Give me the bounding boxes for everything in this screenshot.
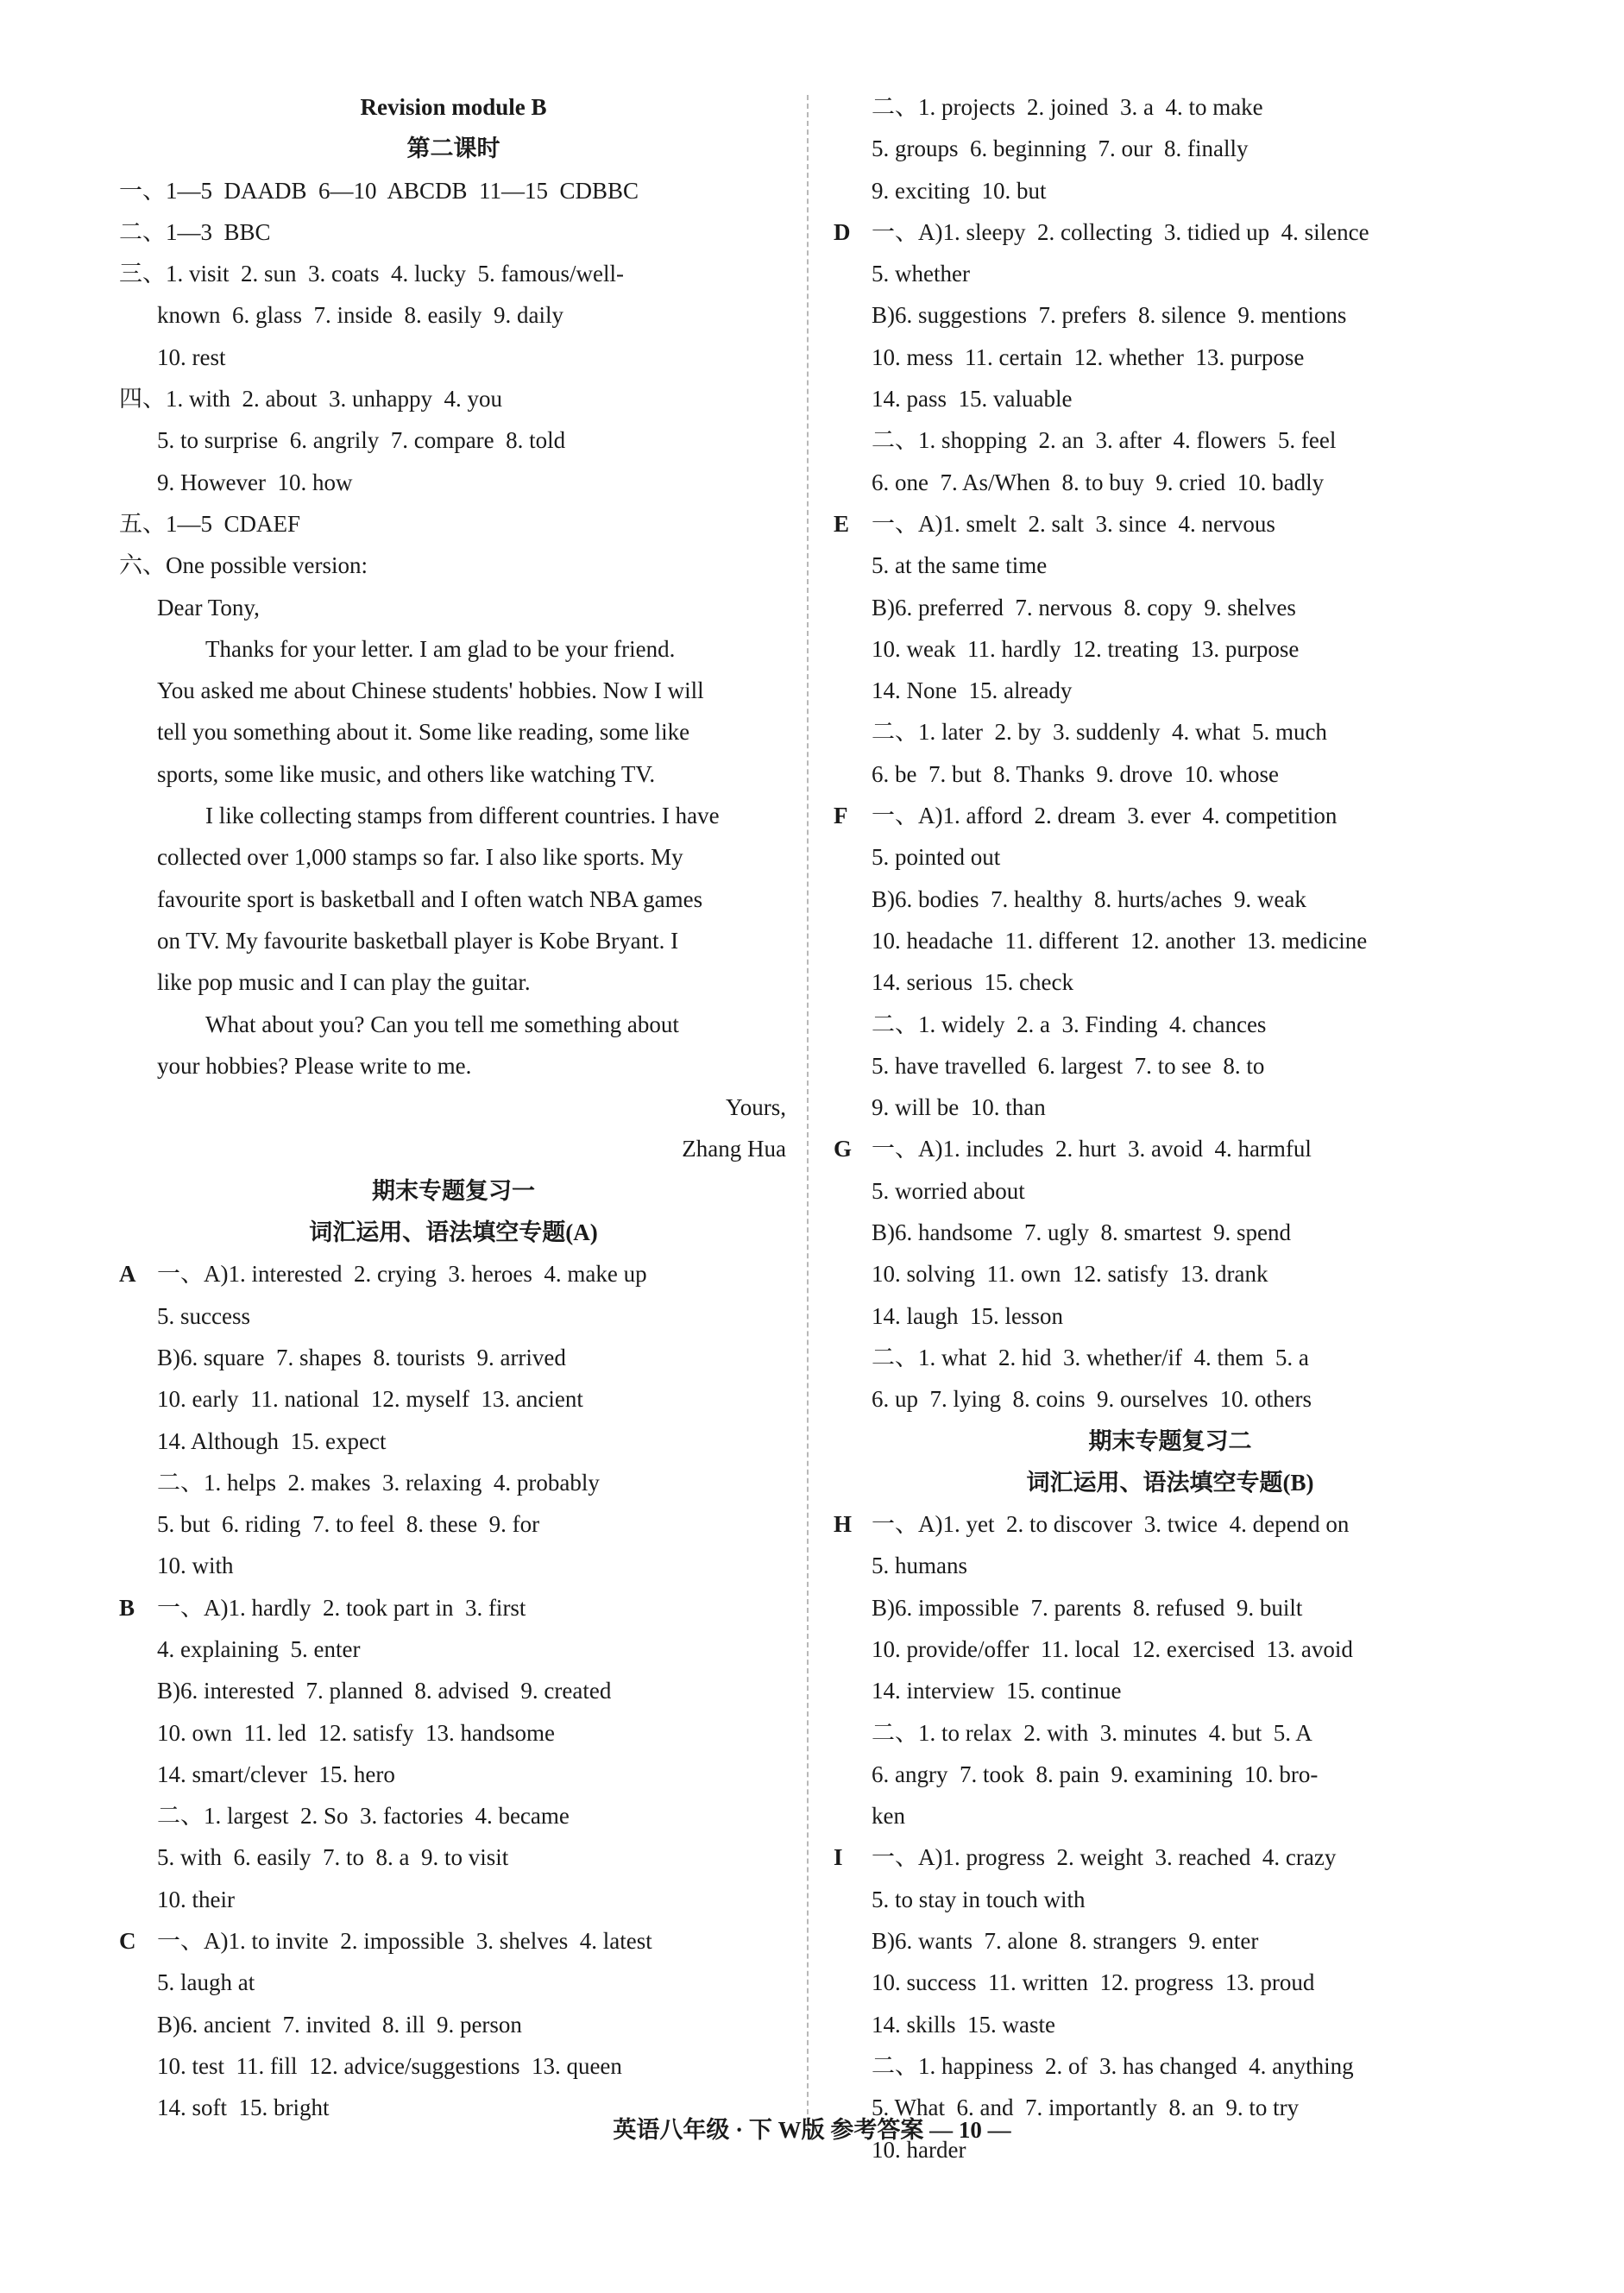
answer-line <box>119 1337 788 1378</box>
answer-line <box>119 294 788 336</box>
answer-line <box>119 920 788 961</box>
page-footer: 英语八年级 · 下 W版 参考答案 — 10 — <box>613 2117 1011 2143</box>
answer-line <box>119 1462 788 1503</box>
answer-text: B)6. preferred 7. nervous 8. copy 9. shelves <box>872 594 1296 620</box>
answer-text: B)6. handsome 7. ugly 8. smartest 9. spend <box>872 1219 1291 1246</box>
answer-line <box>119 462 788 503</box>
answer-text: B)6. impossible 7. parents 8. refused 9. built <box>872 1594 1303 1621</box>
answer-text: Thanks for your letter. I am glad to be your friend. <box>205 635 676 662</box>
section-letter: D <box>834 218 851 245</box>
answer-line <box>834 378 1507 419</box>
answer-text: 6. angry 7. took 8. pain 9. examining 10. bro- <box>872 1761 1319 1787</box>
answer-text: 二、1. happiness 2. of 3. has changed 4. anything <box>872 2052 1354 2079</box>
answer-line <box>834 1045 1507 1087</box>
answer-text: known 6. glass 7. inside 8. easily 9. daily <box>157 302 563 329</box>
answer-text: 一、A)1. includes 2. hurt 3. avoid 4. harmful <box>872 1136 1312 1162</box>
answer-line <box>834 670 1507 711</box>
answer-text: 5. with 6. easily 7. to 8. a 9. to visit <box>157 1844 509 1871</box>
answer-text: 一、A)1. sleepy 2. collecting 3. tidied up 4. silence <box>872 218 1369 245</box>
answer-text: collected over 1,000 stamps so far. I also like sports. My <box>157 844 683 871</box>
answer-text: 第二课时 <box>406 135 500 162</box>
answer-line <box>834 86 1507 128</box>
right-column <box>834 86 1507 2170</box>
answer-text: Yours, <box>725 1094 786 1121</box>
answer-line <box>834 419 1507 461</box>
answer-text: 5. to surprise 6. angrily 7. compare 8. told <box>157 427 566 454</box>
answer-text: favourite sport is basketball and I often watch NBA games <box>157 885 703 912</box>
answer-line <box>834 711 1507 753</box>
answer-line <box>119 670 788 711</box>
answer-line <box>119 628 788 670</box>
answer-text: 9. exciting 10. but <box>872 177 1047 204</box>
answer-line <box>834 503 1507 545</box>
answer-text: B)6. suggestions 7. prefers 8. silence 9. mentions <box>872 302 1347 329</box>
answer-text: 14. Although 15. expect <box>157 1427 387 1454</box>
answer-text: sports, some like music, and others like watching TV. <box>157 760 656 787</box>
answer-text: 14. None 15. already <box>872 677 1073 704</box>
answer-line <box>119 1587 788 1628</box>
section-letter: F <box>834 803 848 829</box>
answer-line <box>834 753 1507 795</box>
answer-text: 10. weak 11. hardly 12. treating 13. purpose <box>872 635 1300 662</box>
answer-line <box>834 294 1507 336</box>
answer-line <box>834 170 1507 211</box>
section-letter: H <box>834 1511 853 1538</box>
answer-line <box>834 1212 1507 1253</box>
answer-line <box>119 1004 788 1045</box>
answer-line <box>119 211 788 253</box>
answer-line <box>834 1962 1507 2003</box>
answer-text: 一、A)1. smelt 2. salt 3. since 4. nervous <box>872 510 1275 537</box>
answer-text: 5. at the same time <box>872 552 1048 579</box>
answer-text: You asked me about Chinese students' hobbies. Now I will <box>157 677 704 704</box>
answer-text: 二、1. helps 2. makes 3. relaxing 4. probably <box>157 1469 600 1496</box>
answer-line <box>119 1712 788 1754</box>
answer-text: 二、1—3 BBC <box>119 218 271 245</box>
answer-line <box>119 753 788 795</box>
answer-line <box>834 836 1507 878</box>
answer-line <box>119 2045 788 2087</box>
answer-line <box>834 587 1507 628</box>
answer-line <box>119 1378 788 1420</box>
answer-text: 10. rest <box>157 343 226 370</box>
answer-line <box>834 1170 1507 1212</box>
answer-line <box>834 1587 1507 1628</box>
answer-text: 三、1. visit 2. sun 3. coats 4. lucky 5. famous/well- <box>119 261 624 287</box>
answer-text: 14. skills 15. waste <box>872 2011 1055 2038</box>
answer-text: tell you something about it. Some like reading, some like <box>157 719 690 746</box>
answer-line <box>119 961 788 1003</box>
answer-line <box>119 1754 788 1795</box>
answer-text: 5. have travelled 6. largest 7. to see 8. to <box>872 1052 1265 1079</box>
answer-line <box>834 2004 1507 2045</box>
answer-line <box>119 1087 788 1128</box>
answer-text: 词汇运用、语法填空专题(B) <box>1026 1469 1314 1496</box>
answer-text: 14. smart/clever 15. hero <box>157 1761 395 1787</box>
answer-text: 5. laugh at <box>157 1969 255 1996</box>
answer-text: 六、One possible version: <box>119 552 368 579</box>
answer-text: 9. However 10. how <box>157 469 353 495</box>
answer-text: on TV. My favourite basketball player is Kobe Bryant. I <box>157 927 679 954</box>
answer-text: 9. will be 10. than <box>872 1094 1046 1121</box>
answer-text: 10. solving 11. own 12. satisfy 13. drank <box>872 1261 1268 1288</box>
answer-text: 四、1. with 2. about 3. unhappy 4. you <box>119 386 502 413</box>
answer-line <box>119 1253 788 1295</box>
answer-line <box>834 1545 1507 1586</box>
answer-text: I like collecting stamps from different countries. I have <box>205 803 720 829</box>
answer-line <box>119 503 788 545</box>
answer-text: 10. success 11. written 12. progress 13. proud <box>872 1969 1315 1996</box>
answer-line <box>119 1962 788 2003</box>
answer-text: Dear Tony, <box>157 594 260 620</box>
answer-line <box>834 1754 1507 1795</box>
answer-text: 10. mess 11. certain 12. whether 13. purpose <box>872 343 1305 370</box>
column-divider <box>807 95 809 2132</box>
answer-text: 10. with <box>157 1553 234 1579</box>
answer-text: Zhang Hua <box>682 1136 786 1162</box>
answer-line <box>119 1295 788 1337</box>
answer-text: Revision module B <box>360 94 547 120</box>
answer-text: 一、A)1. progress 2. weight 3. reached 4. crazy <box>872 1844 1337 1871</box>
answer-line <box>834 1253 1507 1295</box>
answer-line <box>834 1378 1507 1420</box>
answer-text: 4. explaining 5. enter <box>157 1635 361 1662</box>
answer-text: 10. own 11. led 12. satisfy 13. handsome <box>157 1719 555 1746</box>
answer-text: 5. What 6. and 7. importantly 8. an 9. to try <box>872 2095 1300 2121</box>
answer-text: 6. be 7. but 8. Thanks 9. drove 10. whose <box>872 760 1279 787</box>
answer-line <box>119 1795 788 1836</box>
answer-text: 6. one 7. As/When 8. to buy 9. cried 10. badly <box>872 469 1325 495</box>
answer-text: 二、1. later 2. by 3. suddenly 4. what 5. much <box>872 719 1327 746</box>
answer-line <box>834 1628 1507 1670</box>
answer-text: 14. serious 15. check <box>872 969 1073 996</box>
answer-line <box>119 836 788 878</box>
answer-line <box>119 170 788 211</box>
answer-text: 5. humans <box>872 1553 967 1579</box>
answer-text: 5. to stay in touch with <box>872 1886 1086 1912</box>
answer-text: 14. pass 15. valuable <box>872 386 1073 413</box>
answer-line <box>834 961 1507 1003</box>
answer-line <box>119 1879 788 1920</box>
answer-line <box>834 1670 1507 1711</box>
answer-line <box>119 1212 788 1253</box>
answer-line <box>834 920 1507 961</box>
answer-text: your hobbies? Please write to me. <box>157 1052 472 1079</box>
answer-text: 10. headache 11. different 12. another 13. medicine <box>872 927 1368 954</box>
answer-line <box>834 545 1507 586</box>
answer-line <box>834 253 1507 294</box>
answer-line <box>119 1836 788 1878</box>
answer-text: 一、1—5 DAADB 6—10 ABCDB 11—15 CDBBC <box>119 177 639 204</box>
answer-line <box>119 2004 788 2045</box>
answer-text: 5. groups 6. beginning 7. our 8. finally <box>872 135 1249 162</box>
answer-text: 10. early 11. national 12. myself 13. ancient <box>157 1386 583 1413</box>
section-letter: C <box>119 1928 136 1955</box>
answer-line <box>834 879 1507 920</box>
answer-line <box>834 211 1507 253</box>
answer-text: B)6. bodies 7. healthy 8. hurts/aches 9. weak <box>872 885 1306 912</box>
section-letter: A <box>119 1261 136 1288</box>
answer-line <box>119 378 788 419</box>
answer-line <box>119 128 788 169</box>
section-letter: I <box>834 1844 843 1871</box>
answer-text: 一、A)1. afford 2. dream 3. ever 4. competition <box>872 803 1338 829</box>
answer-line <box>834 1004 1507 1045</box>
section-letter: B <box>119 1594 135 1621</box>
answer-text: 14. interview 15. continue <box>872 1678 1122 1704</box>
answer-text: 5. whether <box>872 261 970 287</box>
answer-line <box>119 795 788 836</box>
answer-line <box>119 1170 788 1212</box>
answer-text: 二、1. what 2. hid 3. whether/if 4. them 5. a <box>872 1344 1309 1370</box>
answer-line <box>119 419 788 461</box>
answer-text: What about you? Can you tell me something about <box>205 1011 679 1037</box>
answer-line <box>119 1920 788 1962</box>
section-letter: G <box>834 1136 853 1162</box>
answer-line <box>834 628 1507 670</box>
answer-text: 10. their <box>157 1886 235 1912</box>
answer-text: 5. but 6. riding 7. to feel 8. these 9. for <box>157 1511 540 1538</box>
answer-text: 10. harder <box>872 2136 966 2163</box>
answer-line <box>119 337 788 378</box>
answer-text: 10. test 11. fill 12. advice/suggestions 13. queen <box>157 2052 622 2079</box>
answer-text: 5. pointed out <box>872 844 1001 871</box>
answer-line <box>119 545 788 586</box>
answer-line <box>834 1462 1507 1503</box>
answer-line <box>834 1795 1507 1836</box>
answer-line <box>834 128 1507 169</box>
answer-text: B)6. square 7. shapes 8. tourists 9. arrived <box>157 1344 566 1370</box>
answer-line <box>834 462 1507 503</box>
answer-text: B)6. ancient 7. invited 8. ill 9. person <box>157 2011 522 2038</box>
answer-line <box>834 795 1507 836</box>
answer-line <box>834 1920 1507 1962</box>
answer-text: B)6. wants 7. alone 8. strangers 9. enter <box>872 1928 1259 1955</box>
answer-line <box>834 337 1507 378</box>
answer-line <box>119 253 788 294</box>
answer-text: 二、1. widely 2. a 3. Finding 4. chances <box>872 1011 1267 1037</box>
answer-line <box>834 1087 1507 1128</box>
answer-line <box>834 1128 1507 1169</box>
section-letter: E <box>834 510 850 537</box>
answer-text: 14. soft 15. bright <box>157 2095 330 2121</box>
answer-text: 一、A)1. to invite 2. impossible 3. shelves 4. latest <box>157 1928 652 1955</box>
answer-text: 二、1. projects 2. joined 3. a 4. to make <box>872 94 1263 120</box>
answer-text: 词汇运用、语法填空专题(A) <box>309 1219 598 1246</box>
answer-text: 5. worried about <box>872 1177 1025 1204</box>
answer-text: 5. success <box>157 1302 250 1329</box>
answer-text: ken <box>872 1803 905 1830</box>
answer-text: 期末专题复习二 <box>1088 1427 1252 1454</box>
answer-line <box>119 1545 788 1586</box>
answer-text: B)6. interested 7. planned 8. advised 9. created <box>157 1678 612 1704</box>
answer-line <box>119 1628 788 1670</box>
answer-text: 10. provide/offer 11. local 12. exercised 13. avoid <box>872 1635 1353 1662</box>
answer-line <box>834 1421 1507 1462</box>
answer-line <box>119 86 788 128</box>
answer-text: 14. laugh 15. lesson <box>872 1302 1063 1329</box>
answer-line <box>834 1879 1507 1920</box>
answer-line <box>834 1712 1507 1754</box>
answer-line <box>119 1670 788 1711</box>
answer-line <box>834 1503 1507 1545</box>
answer-text: 二、1. largest 2. So 3. factories 4. became <box>157 1803 570 1830</box>
answer-text: 6. up 7. lying 8. coins 9. ourselves 10. others <box>872 1386 1312 1413</box>
left-column <box>119 86 788 2129</box>
answer-line <box>834 1295 1507 1337</box>
answer-line <box>834 1836 1507 1878</box>
answer-text: 期末专题复习一 <box>372 1177 535 1204</box>
answer-line <box>119 1421 788 1462</box>
answer-line <box>119 587 788 628</box>
answer-line <box>834 1337 1507 1378</box>
answer-line <box>119 1128 788 1169</box>
answer-text: like pop music and I can play the guitar. <box>157 969 531 996</box>
answer-text: 一、A)1. hardly 2. took part in 3. first <box>157 1594 526 1621</box>
answer-text: 一、A)1. interested 2. crying 3. heroes 4. make up <box>157 1261 647 1288</box>
answer-line <box>119 1045 788 1087</box>
answer-text: 二、1. shopping 2. an 3. after 4. flowers 5. feel <box>872 427 1337 454</box>
answer-line <box>834 2045 1507 2087</box>
answer-line <box>119 1503 788 1545</box>
answer-text: 一、A)1. yet 2. to discover 3. twice 4. depend on <box>872 1511 1350 1538</box>
answer-text: 二、1. to relax 2. with 3. minutes 4. but 5. A <box>872 1719 1312 1746</box>
answer-line <box>119 879 788 920</box>
answer-line <box>119 711 788 753</box>
answer-text: 五、1—5 CDAEF <box>119 510 301 537</box>
